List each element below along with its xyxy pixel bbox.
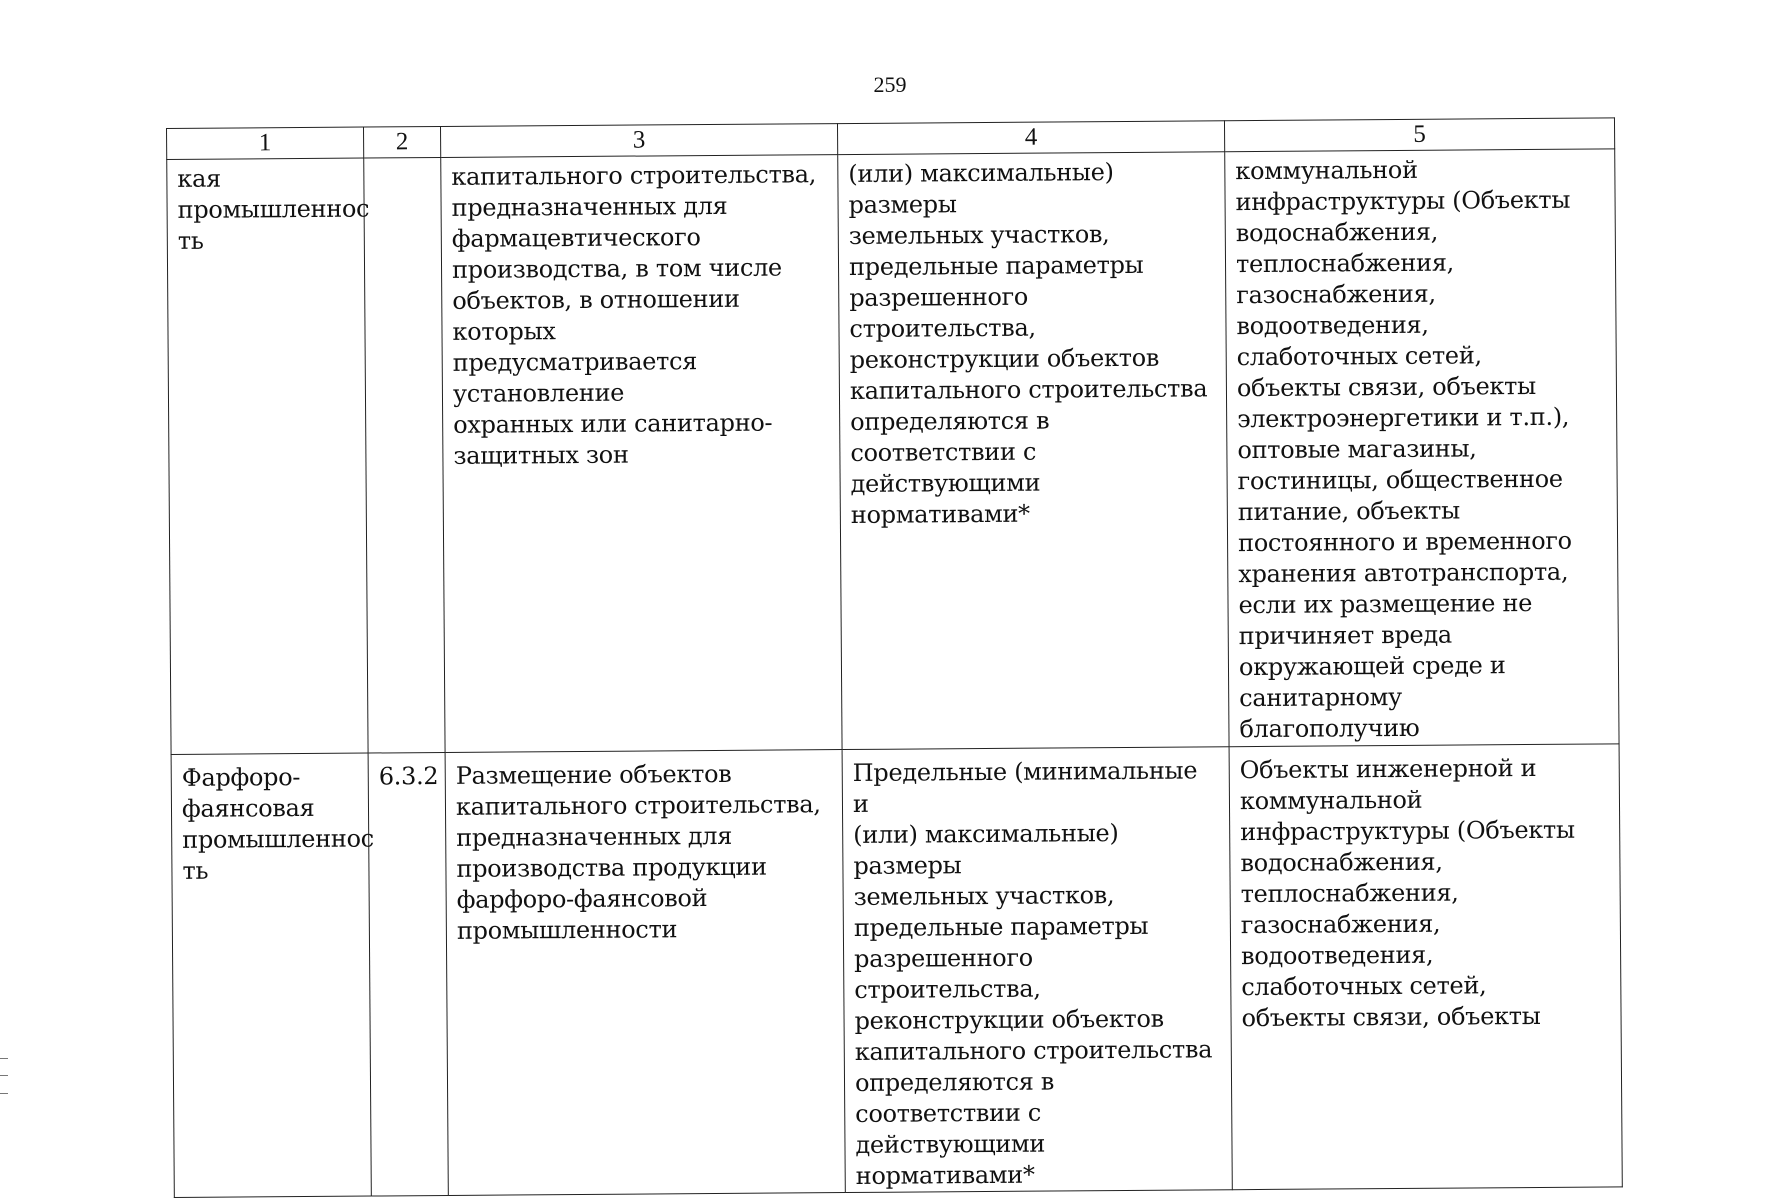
zoning-table-wrapper <box>166 117 1622 1198</box>
description-cell <box>441 155 842 753</box>
scan-margin-mark <box>0 1058 8 1094</box>
table-row <box>167 149 1619 755</box>
table-row <box>171 744 1622 1198</box>
header-col-3: 3 <box>440 124 837 158</box>
auxiliary-cell <box>1229 744 1622 1190</box>
land-use-description: Размещение объектов капитального строительства, предназначенных для производства продукции фарфоро-фаянсовой промышленности <box>455 759 821 945</box>
parameters-cell <box>842 747 1232 1193</box>
description-cell <box>445 750 845 1196</box>
land-use-name-cell <box>167 158 368 754</box>
auxiliary-uses: Объекты инженерной и коммунальной инфраструктуры (Объекты водоснабжения, теплоснабжения, газоснабжения, водоотведения, слаботочных сетей, объекты связи, объекты <box>1239 753 1575 1033</box>
land-use-code: 6.3.2 <box>378 762 439 791</box>
header-col-4: 4 <box>837 121 1224 155</box>
limit-parameters: (или) максимальные) размеры земельных участков, предельные параметры разрешенного строительства, реконструкции объектов капитального строительства определяются в соответствии с действующими нормативами* <box>848 158 1208 529</box>
limit-parameters: Предельные (минимальные и (или) максимальные) размеры земельных участков, предельные параметры разрешенного строительства, реконструкции объектов капитального строительства определяются в соответствии с действующими нормативами* <box>852 756 1213 1190</box>
header-col-5: 5 <box>1224 118 1614 152</box>
land-use-code-cell <box>364 157 445 753</box>
land-use-name-cell <box>171 753 374 1197</box>
land-use-code-cell <box>368 752 448 1196</box>
header-col-2: 2 <box>363 126 440 158</box>
land-use-name: Фарфоро- фаянсовая промышленнос ть <box>181 763 374 885</box>
auxiliary-cell <box>1225 149 1619 747</box>
parameters-cell <box>838 152 1229 750</box>
land-use-name: кая промышленнос ть <box>177 164 370 255</box>
header-col-1: 1 <box>167 127 364 159</box>
zoning-table <box>166 117 1623 1198</box>
land-use-description: капитального строительства, предназначенных для фармацевтического производства, в том числе объектов, в отношении которых предусматривается установление охранных или санитарно- защитных зон <box>451 160 817 470</box>
auxiliary-uses: коммунальной инфраструктуры (Объекты водоснабжения, теплоснабжения, газоснабжения, водоотведения, слаботочных сетей, объекты связи, объекты электроэнергетики и т.п.), оптовые магазины, гостиницы, общественное питание, объекты постоянного и временного хранения автотранспорта, если их размещение не причиняет вреда окружающей среде и санитарному благополучию <box>1235 155 1572 744</box>
page-number: 259 <box>873 72 907 97</box>
